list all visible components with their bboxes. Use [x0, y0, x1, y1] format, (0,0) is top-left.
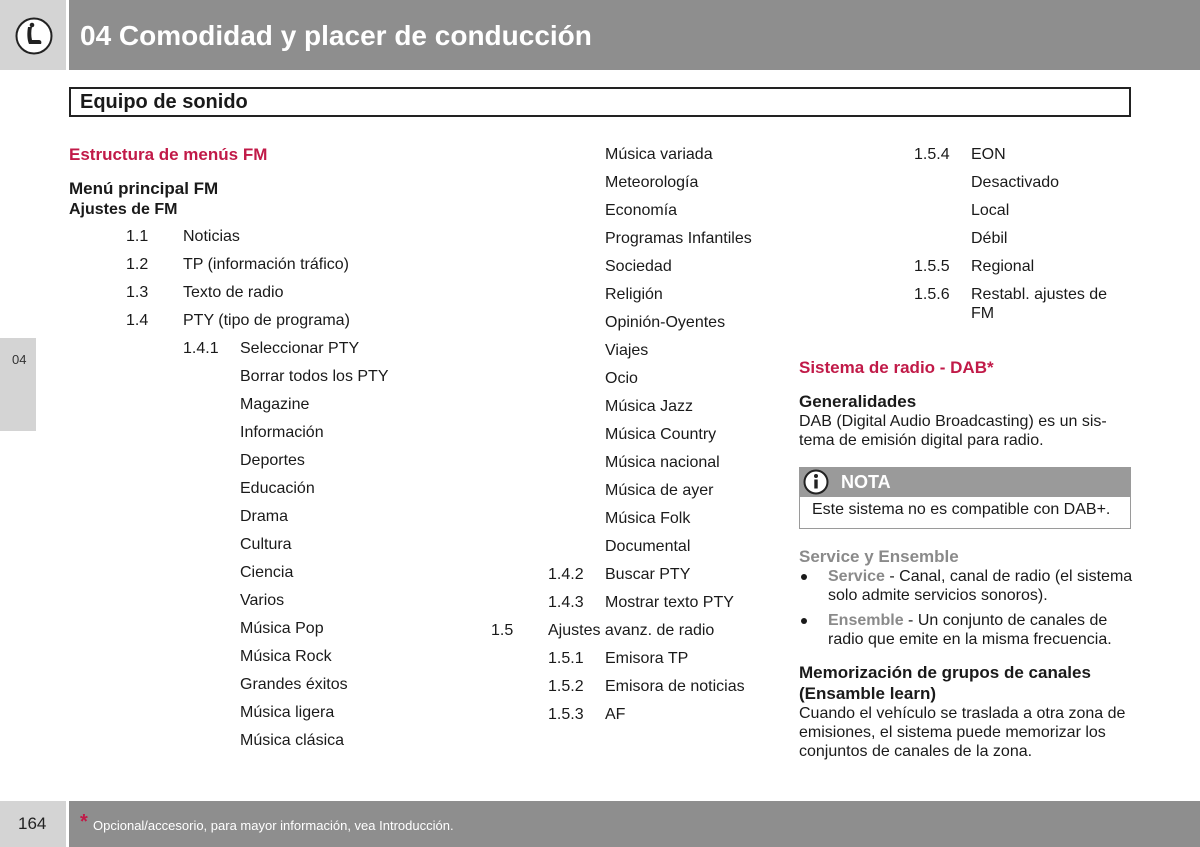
- menu-item-label: Emisora de noticias: [605, 678, 745, 695]
- pty-list-item: Religión: [605, 286, 663, 303]
- note-text: Este sistema no es compatible con DAB+.: [812, 501, 1111, 518]
- pty-list-item: Ocio: [605, 370, 638, 387]
- menu-item-number: 1.4.2: [548, 566, 584, 583]
- menu-item-label: FM: [971, 305, 995, 322]
- menu-item-label: Regional: [971, 258, 1035, 275]
- menu-sub-title: Ajustes de FM: [69, 201, 178, 218]
- eon-option: Local: [971, 202, 1010, 219]
- footnote-star: *: [80, 811, 88, 833]
- pty-list-item: Grandes éxitos: [240, 676, 348, 693]
- pty-list-item: Música Folk: [605, 510, 691, 527]
- pty-list-item: Programas Infantiles: [605, 230, 752, 247]
- pty-list-item: Música ligera: [240, 704, 335, 721]
- menu-item-number: 1.5.1: [548, 650, 584, 667]
- pty-list-item: Música Country: [605, 426, 717, 443]
- ensemble-text: radio que emite en la misma frecuencia.: [828, 631, 1112, 648]
- menu-item-label: Emisora TP: [605, 650, 689, 667]
- menu-item-number: 1.5.2: [548, 678, 584, 695]
- menu-item-label: Restabl. ajustes de: [971, 286, 1108, 303]
- memo-title: (Ensamble learn): [799, 684, 936, 703]
- memo-text: Cuando el vehículo se traslada a otra zona de: [799, 705, 1126, 722]
- eon-option: Débil: [971, 230, 1008, 247]
- pty-list-item: Viajes: [605, 342, 649, 359]
- menu-main-title: Menú principal FM: [69, 179, 219, 198]
- pty-list-item: Música Jazz: [605, 398, 694, 415]
- dab-general-text: tema de emisión digital para radio.: [799, 432, 1044, 449]
- pty-list-item: Ciencia: [240, 564, 294, 581]
- menu-item-number: 1.1: [126, 228, 149, 245]
- service-definition: [828, 567, 1132, 587]
- menu-item-label: Ajustes avanz. de radio: [548, 622, 715, 639]
- dab-general-text: DAB (Digital Audio Broadcasting) es un sis-: [799, 413, 1107, 430]
- pty-list-item: Sociedad: [605, 258, 672, 275]
- pty-list-item: Música de ayer: [605, 482, 714, 499]
- menu-item-number: 1.5.4: [914, 146, 950, 163]
- pty-list-item: Meteorología: [605, 174, 699, 191]
- menu-item-number: 1.3: [126, 284, 149, 301]
- pty-list-item: Información: [240, 424, 324, 441]
- note-label: NOTA: [841, 472, 891, 492]
- chapter-title: 04 Comodidad y placer de conducción: [80, 20, 592, 51]
- menu-item-label: Buscar PTY: [605, 566, 691, 583]
- menu-item-label: Seleccionar PTY: [240, 340, 360, 357]
- pty-list-item: Magazine: [240, 396, 310, 413]
- pty-list-item: Música Pop: [240, 620, 324, 637]
- service-ensemble-title: Service y Ensemble: [799, 547, 959, 566]
- ensemble-term: Ensemble: [828, 612, 904, 629]
- dab-general-title: Generalidades: [799, 392, 917, 411]
- pty-list-item: Música nacional: [605, 454, 720, 471]
- pty-list-item: Deportes: [240, 452, 305, 469]
- memo-text: conjuntos de canales de la zona.: [799, 743, 1033, 760]
- menu-item-label: AF: [605, 706, 626, 723]
- menu-item-label: EON: [971, 146, 1006, 163]
- menu-item-number: 1.4.1: [183, 340, 219, 357]
- menu-item-number: 1.2: [126, 256, 149, 273]
- menu-item-label: PTY (tipo de programa): [183, 312, 350, 329]
- section-title: Equipo de sonido: [80, 91, 248, 113]
- pty-list-item: Economía: [605, 202, 678, 219]
- menu-item-label: Texto de radio: [183, 284, 284, 301]
- footnote-text: Opcional/accesorio, para mayor información, vea Introducción.: [93, 818, 454, 833]
- menu-item-label: Mostrar texto PTY: [605, 594, 734, 611]
- memo-text: emisiones, el sistema puede memorizar los: [799, 724, 1106, 741]
- ensemble-text: - Un conjunto de canales de: [903, 612, 1108, 629]
- menu-item-number: 1.5.6: [914, 286, 950, 303]
- pty-list-item: Drama: [240, 508, 289, 525]
- info-icon: [803, 469, 829, 495]
- menu-item-label: TP (información tráfico): [183, 256, 349, 273]
- menu-item-label: Noticias: [183, 228, 240, 245]
- menu-item-number: 1.5.3: [548, 706, 584, 723]
- pty-list-item: Documental: [605, 538, 691, 555]
- memo-title: Memorización de grupos de canales: [799, 663, 1091, 682]
- eon-option: Desactivado: [971, 174, 1060, 191]
- service-text: - Canal, canal de radio (el sistema: [884, 568, 1133, 585]
- bullet-icon: [801, 618, 807, 624]
- menu-heading: Estructura de menús FM: [69, 145, 268, 164]
- menu-item-number: 1.4.3: [548, 594, 584, 611]
- chapter-side-tab-label: 04: [12, 352, 27, 367]
- page-number: 164: [18, 814, 47, 833]
- pty-list-item: Música clásica: [240, 732, 345, 749]
- dab-heading: Sistema de radio - DAB*: [799, 358, 994, 377]
- menu-item-number: 1.4: [126, 312, 149, 329]
- bullet-icon: [801, 574, 807, 580]
- pty-list-item: Cultura: [240, 536, 292, 553]
- pty-list-item: Educación: [240, 480, 315, 497]
- pty-list-item: Varios: [240, 592, 285, 609]
- car-seat-icon: [15, 17, 53, 55]
- pty-list-item: Música variada: [605, 146, 713, 163]
- ensemble-definition: [828, 611, 1107, 631]
- menu-item-number: 1.5: [491, 622, 514, 639]
- service-text: solo admite servicios sonoros).: [828, 587, 1048, 604]
- pty-list-item: Opinión-Oyentes: [605, 314, 726, 331]
- menu-item-number: 1.5.5: [914, 258, 950, 275]
- pty-list-item: Borrar todos los PTY: [240, 368, 389, 385]
- service-term: Service: [828, 568, 885, 585]
- pty-list-item: Música Rock: [240, 648, 332, 665]
